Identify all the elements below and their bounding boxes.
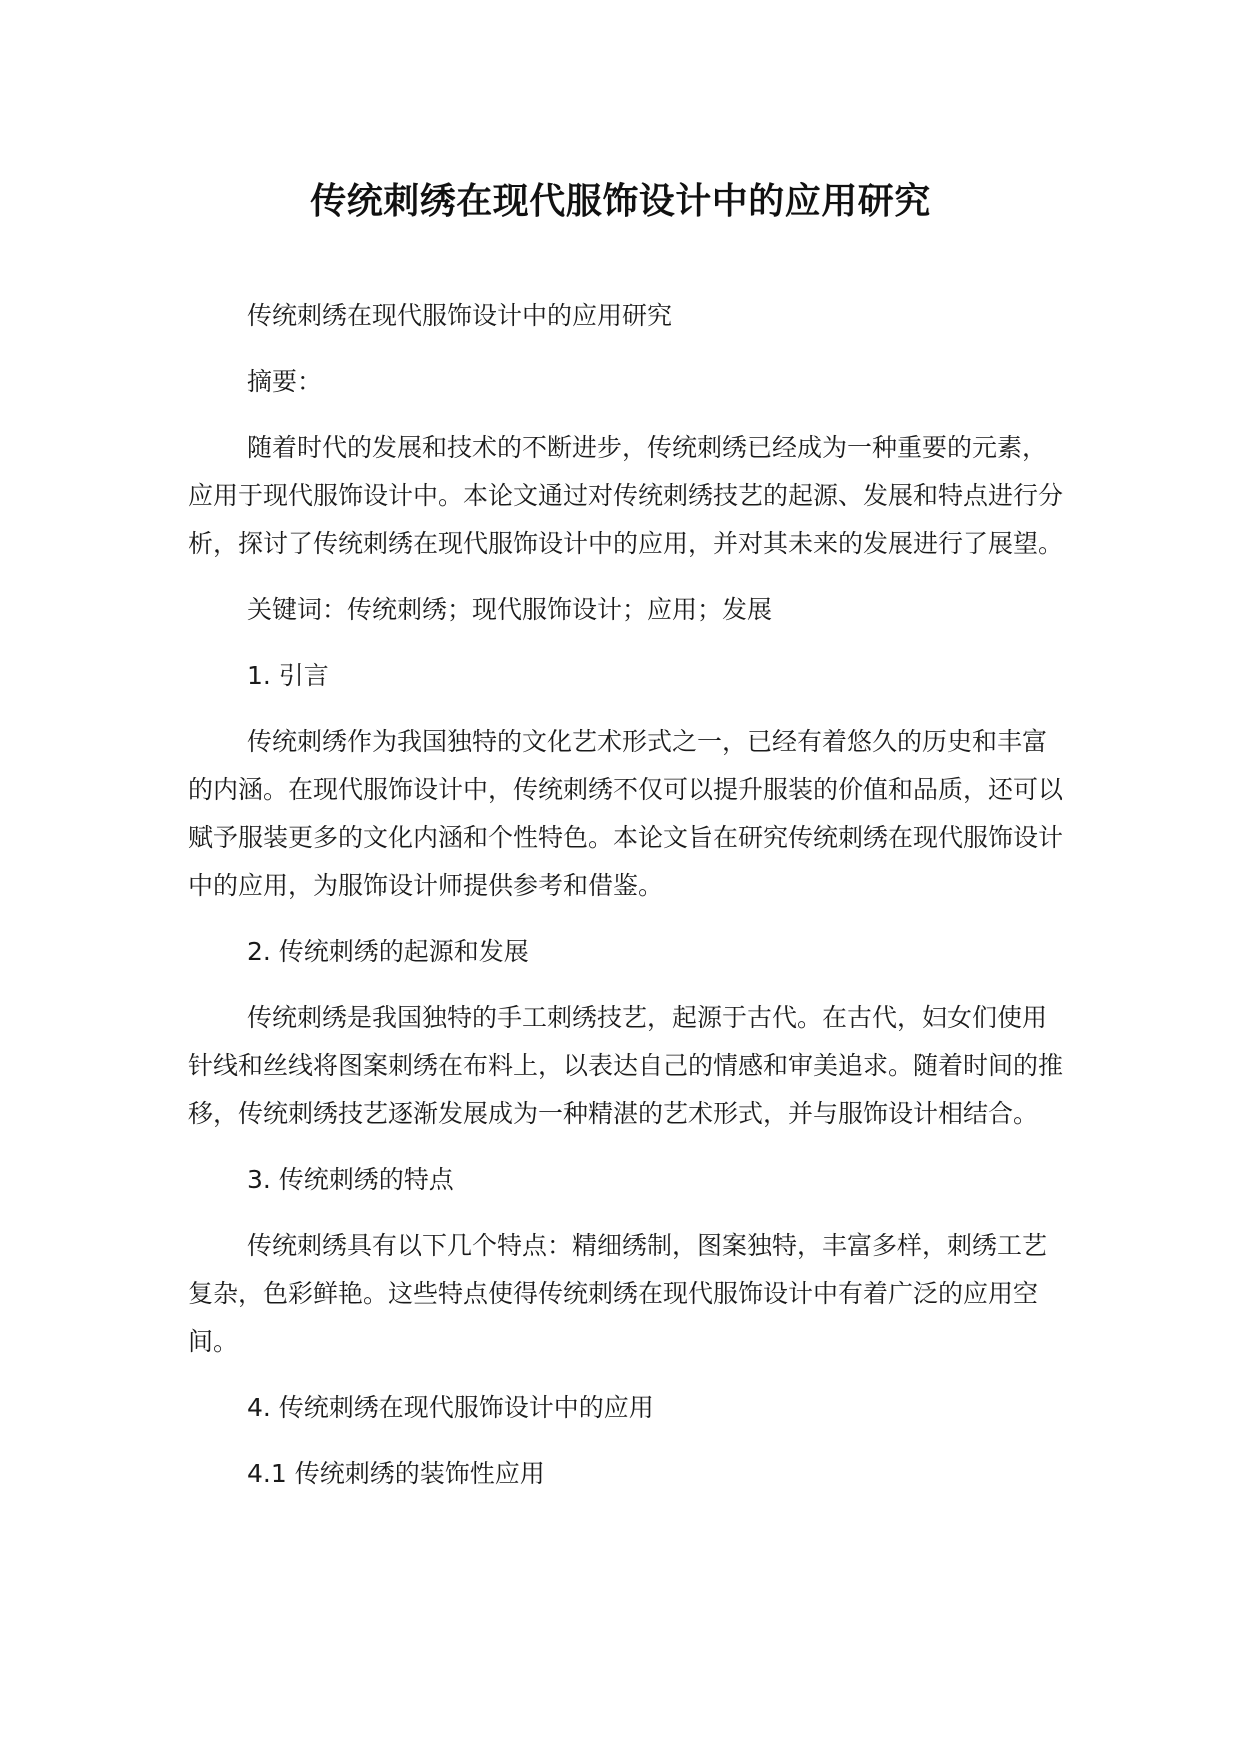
section-paragraph-2: 传统刺绣是我国独特的手工刺绣技艺，起源于古代。在古代，妇女们使用针线和丝线将图案刺绣在布料上，以表达自己的情感和审美追求。随着时间的推移，传统刺绣技艺逐渐发展成为一种精湛的艺术形式，并与服饰设计相结合。: [188, 1003, 1064, 1128]
section-paragraph-3: 传统刺绣具有以下几个特点：精细绣制，图案独特，丰富多样，刺绣工艺复杂，色彩鲜艳。这些特点使得传统刺绣在现代服饰设计中有着广泛的应用空间。: [188, 1231, 1048, 1356]
subtitle: 传统刺绣在现代服饰设计中的应用研究: [247, 301, 673, 330]
section-heading-2: 2. 传统刺绣的起源和发展: [247, 937, 529, 966]
section-heading-1: 1. 引言: [247, 661, 329, 690]
abstract-label: 摘要：: [247, 367, 323, 396]
section-paragraph-1: 传统刺绣作为我国独特的文化艺术形式之一，已经有着悠久的历史和丰富的内涵。在现代服饰设计中，传统刺绣不仅可以提升服装的价值和品质，还可以赋予服装更多的文化内涵和个性特色。本论文旨在研究传统刺绣在现代服饰设计中的应用，为服饰设计师提供参考和借鉴。: [188, 727, 1064, 900]
document-body: [188, 292, 1068, 1516]
page-title: 传统刺绣在现代服饰设计中的应用研究: [310, 181, 931, 222]
keywords: 关键词：传统刺绣；现代服饰设计；应用；发展: [247, 595, 773, 624]
section-heading-4: 4. 传统刺绣在现代服饰设计中的应用: [247, 1393, 654, 1422]
section-heading-4-1: 4.1 传统刺绣的装饰性应用: [247, 1459, 545, 1488]
abstract-paragraph: 随着时代的发展和技术的不断进步，传统刺绣已经成为一种重要的元素，应用于现代服饰设计中。本论文通过对传统刺绣技艺的起源、发展和特点进行分析，探讨了传统刺绣在现代服饰设计中的应用，并对其未来的发展进行了展望。: [188, 433, 1064, 558]
section-heading-3: 3. 传统刺绣的特点: [247, 1165, 454, 1194]
